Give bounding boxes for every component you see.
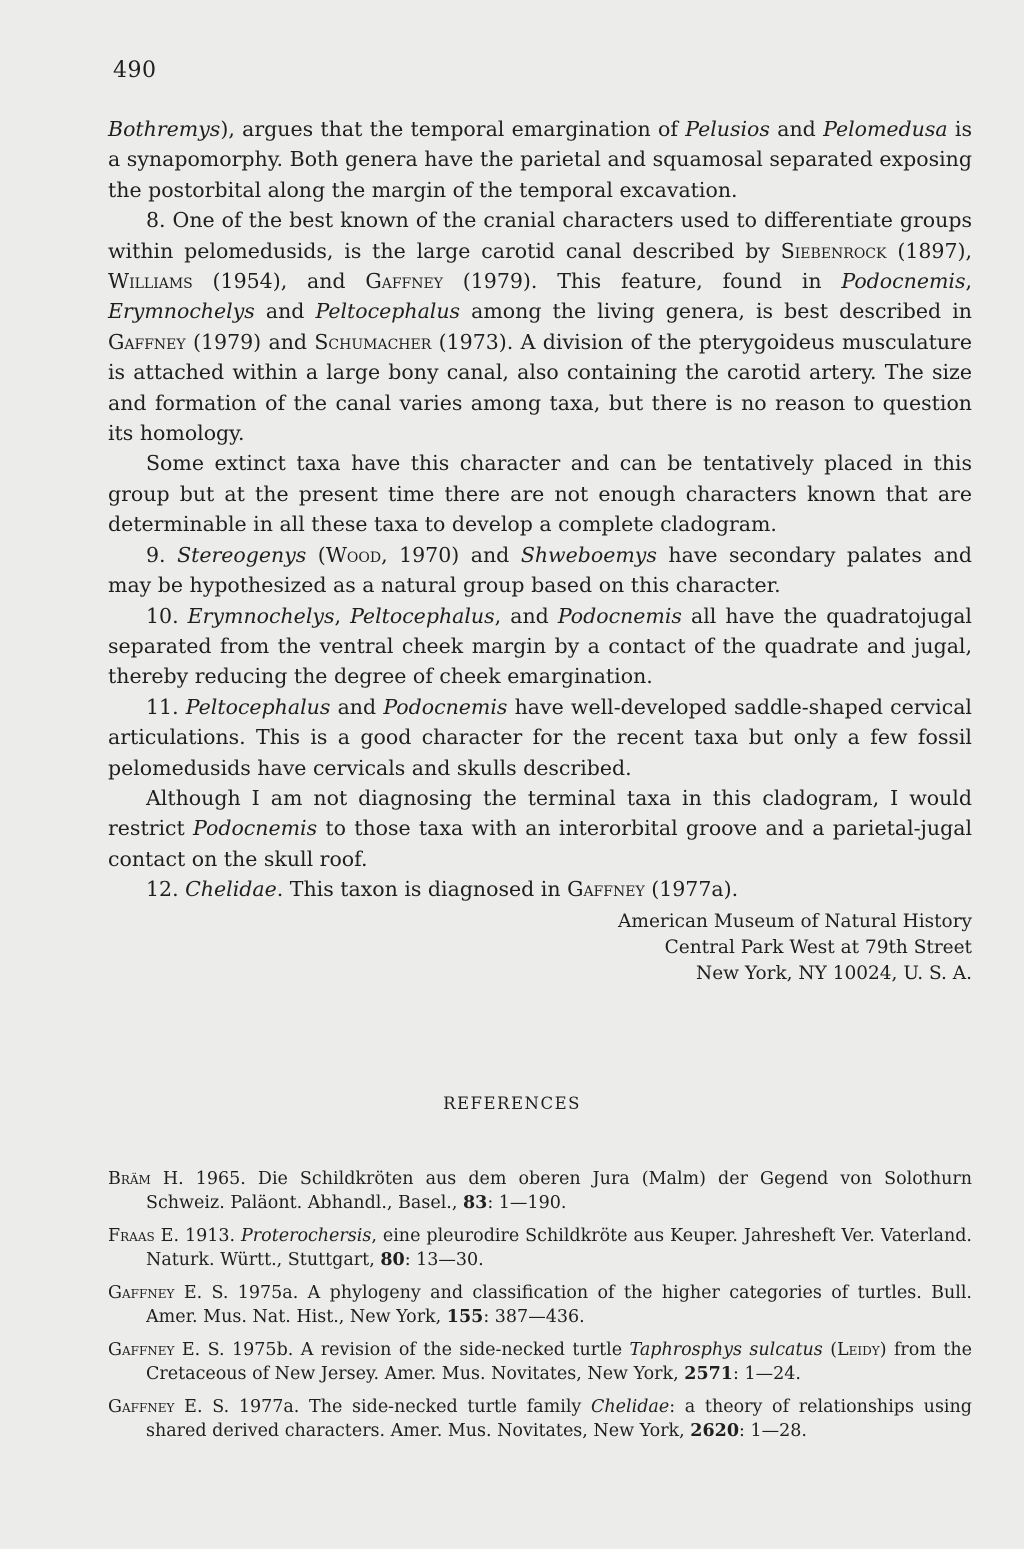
text-run: (: [822, 1340, 838, 1360]
text-run: have secondary palates and may be hypothesized as a natural group based on this character.: [108, 542, 972, 598]
author-name: Gaffney: [108, 329, 186, 354]
text-run: is a synapomorphy. Both genera have the parietal and squamosal separated exposing the postorbital along the margin of the temporal excavation.: [108, 117, 972, 202]
taxon-name: Erymnochelys: [187, 603, 335, 628]
reference-entry: [108, 1339, 972, 1386]
taxon-name: Erymnochelys: [108, 299, 255, 324]
text-run: ,: [334, 603, 351, 628]
address-line: New York, NY 10024, U. S. A.: [696, 963, 972, 984]
text-run: E. S. 1975a. A phylogeny and classification of the higher categories of turtles. Bull. Amer. Mus. Nat. Hist., New York,: [146, 1283, 972, 1327]
taxon-name: Peltocephalus: [350, 603, 495, 628]
references-list: [108, 1168, 972, 1453]
text-run: : a theory of relationships using shared derived characters. Amer. Mus. Novitates, New York,: [146, 1397, 972, 1441]
taxon-name: Shweboemys: [520, 542, 657, 567]
body-paragraph: [108, 874, 972, 904]
references-heading: REFERENCES: [443, 1094, 581, 1113]
volume-number: 80: [380, 1249, 405, 1270]
text-run: (1979) and: [185, 329, 315, 354]
taxon-name: Proterochersis: [241, 1226, 372, 1246]
taxon-name: Peltocephalus: [185, 694, 331, 719]
text-run: 12.: [146, 877, 186, 902]
address-line: American Museum of Natural History: [618, 911, 972, 932]
text-run: (1973). A division of the pterygoideus musculature is attached within a large bony canal, also containing the carotid artery. The size and formation of the canal varies among taxa, but there is no reason to question its homology.: [108, 329, 972, 446]
taxon-name: Peltocephalus: [315, 299, 461, 324]
reference-entry: [108, 1225, 972, 1272]
text-run: : 1—24.: [732, 1363, 801, 1384]
body-paragraph: [108, 540, 972, 601]
author-name: Siebenrock: [780, 238, 887, 263]
text-run: ) from the Cretaceous of New Jersey. Amer. Mus. Novitates, New York,: [146, 1340, 973, 1384]
text-run: to those taxa with an interorbital groove and a parietal-jugal contact on the skull roof.: [108, 816, 973, 871]
taxon-name: Pelusios: [685, 117, 770, 141]
volume-number: 2571: [684, 1363, 733, 1384]
text-run: all have the quadratojugal separated from the ventral cheek margin by a contact of the quadrate and jugal, thereby reducing the degree of cheek emargination.: [108, 603, 972, 689]
text-run: , and: [494, 603, 558, 628]
text-run: . This taxon is diagnosed in: [276, 877, 568, 902]
body-paragraph: [108, 448, 972, 539]
volume-number: 83: [462, 1192, 488, 1213]
text-run: and: [769, 117, 824, 141]
taxon-name: Chelidae: [185, 877, 277, 902]
taxon-name: Stereogenys: [177, 542, 307, 567]
taxon-name: Chelidae: [591, 1397, 670, 1417]
text-run: 8. One of the best known of the cranial characters used to differentiate groups within pelomedusids, is the large carotid canal described by: [108, 208, 972, 263]
author-name: Schumacher: [314, 329, 432, 354]
text-run: among the living genera, is best described in: [460, 299, 972, 324]
text-run: and: [254, 299, 316, 324]
author-name: Williams: [108, 269, 193, 294]
body-text: [108, 114, 972, 905]
taxon-name: Pelomedusa: [823, 117, 948, 141]
text-run: Although I am not diagnosing the terminal taxa in this cladogram, I would restrict: [108, 785, 972, 841]
body-paragraph: [108, 114, 972, 205]
text-run: , 1970) and: [381, 542, 521, 567]
reference-entry: [108, 1282, 972, 1329]
author-name: Gaffney: [365, 269, 443, 294]
author-name: Leidy: [837, 1340, 880, 1360]
volume-number: 155: [446, 1306, 484, 1327]
text-run: (1897),: [886, 238, 973, 263]
taxon-name: Podocnemis: [841, 269, 966, 294]
author-address: [618, 909, 972, 987]
body-paragraph: [108, 205, 972, 448]
taxon-name: Podocnemis: [193, 816, 318, 841]
text-run: (1954), and: [192, 269, 366, 294]
text-run: (1979). This feature, found in: [442, 269, 842, 294]
taxon-name: Bothremys: [108, 117, 221, 141]
taxon-name: Podocnemis: [383, 694, 508, 719]
reference-entry: [108, 1168, 972, 1215]
text-run: and: [330, 694, 384, 719]
text-run: (1977a).: [644, 877, 739, 902]
author-name: Wood: [325, 542, 382, 567]
author-name: Gaffney: [108, 1340, 175, 1360]
text-run: 10.: [146, 603, 188, 628]
author-name: Gaffney: [567, 877, 645, 902]
text-run: : 387—436.: [483, 1306, 585, 1327]
taxon-name: Taphrosphys sulcatus: [629, 1340, 823, 1360]
body-paragraph: [108, 783, 972, 874]
body-paragraph: [108, 601, 972, 692]
text-run: : 13—30.: [404, 1249, 484, 1270]
address-line: Central Park West at 79th Street: [664, 937, 972, 958]
text-run: E. S. 1975b. A revision of the side-necked turtle: [174, 1340, 630, 1360]
taxon-name: Podocnemis: [557, 603, 682, 628]
text-run: : 1—190.: [487, 1192, 567, 1213]
text-run: E. 1913.: [154, 1226, 242, 1246]
text-run: 9.: [146, 542, 178, 567]
author-name: Fraas: [108, 1226, 155, 1246]
author-name: Gaffney: [108, 1397, 175, 1417]
text-run: E. S. 1977a. The side-necked turtle family: [174, 1397, 591, 1417]
text-run: : 1—28.: [739, 1420, 807, 1441]
text-run: , eine pleurodire Schildkröte aus Keuper. Jahresheft Ver. Vaterland. Naturk. Württ., Stuttgart,: [146, 1226, 972, 1270]
author-name: Bräm: [108, 1169, 151, 1189]
text-run: ), argues that the temporal emargination of: [220, 117, 686, 141]
text-run: (: [306, 542, 326, 567]
text-run: ,: [965, 269, 972, 294]
volume-number: 2620: [690, 1420, 740, 1441]
text-run: Some extinct taxa have this character and can be tentatively placed in this group but at the present time there are not enough characters known that are determinable in all these taxa to develop a complete cladogram.: [108, 451, 972, 537]
author-name: Gaffney: [108, 1283, 175, 1303]
reference-entry: [108, 1396, 972, 1443]
text-run: have well-developed saddle-shaped cervical articulations. This is a good character for the recent taxa but only a few fossil pelomedusids have cervicals and skulls described.: [108, 694, 972, 780]
text-run: H. 1965. Die Schildkröten aus dem oberen Jura (Malm) der Gegend von Solothurn Schweiz. Paläont. Abhandl., Basel.,: [146, 1169, 972, 1213]
text-run: 11.: [146, 694, 186, 719]
body-paragraph: [108, 692, 972, 783]
page-number: 490: [113, 58, 157, 83]
